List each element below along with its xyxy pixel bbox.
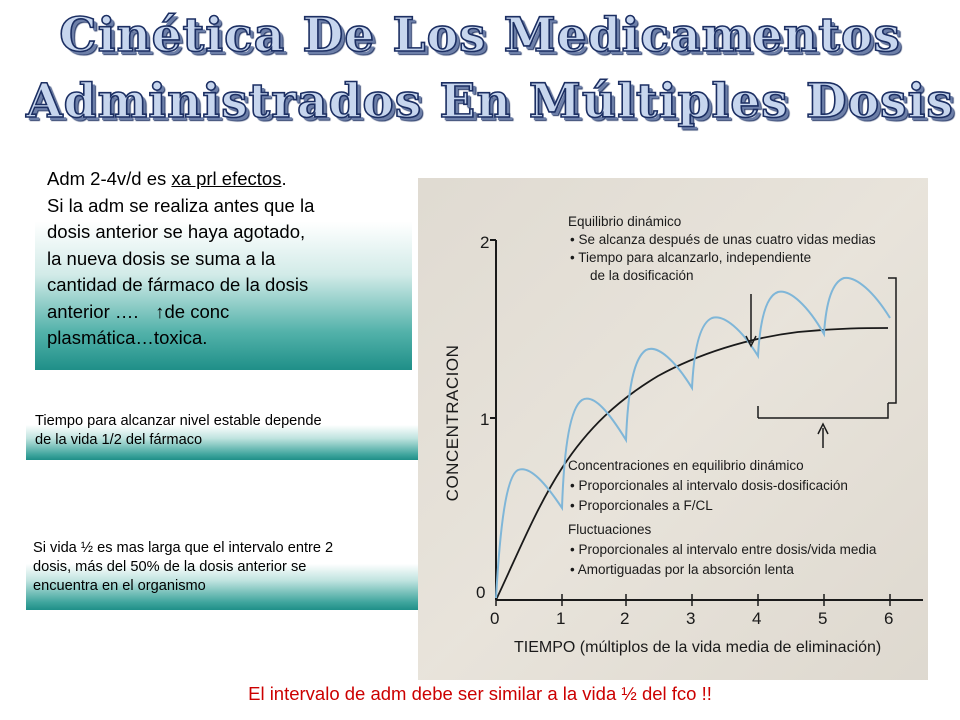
slide-title-line2: Administrados En Múltiples Dosis <box>26 74 954 129</box>
y-axis-label: CONCENTRACION <box>443 344 462 502</box>
vida-text-line: encuentra en el organismo <box>33 578 206 594</box>
fluct-title: Fluctuaciones <box>568 522 652 537</box>
fluct-bullet-1: • Proporcionales al intervalo entre dosis/vida media <box>570 542 877 557</box>
x-tick-label: 4 <box>752 609 762 628</box>
main-text-line: cantidad de fármaco de la dosis <box>47 274 309 295</box>
y-tick-label: 2 <box>480 233 490 252</box>
main-text-line: la nueva dosis se suma a la <box>47 247 276 269</box>
main-text-fragment: de conc <box>164 300 230 322</box>
tiempo-text-box <box>26 406 420 460</box>
main-text-line <box>47 299 402 326</box>
main-text-line: plasmática…toxica. <box>47 327 208 348</box>
vida-text-line: dosis, más del 50% de la dosis anterior se <box>33 559 307 575</box>
main-text-line <box>47 166 402 193</box>
vida-text-box <box>26 533 428 610</box>
pharmacokinetic-figure <box>418 178 928 680</box>
conc-bullet-1: • Proporcionales al intervalo dosis-dosificación <box>570 478 848 493</box>
slide-title-line1: Cinética De Los Medicamentos <box>59 8 901 63</box>
equilibrio-title: Equilibrio dinámico <box>568 214 682 229</box>
tiempo-text-line: de la vida 1/2 del fármaco <box>35 431 203 448</box>
vida-text-line: Si vida ½ es mas larga que el intervalo entre 2 <box>33 540 334 556</box>
footer-note: El intervalo de adm debe ser similar a la vida ½ del fco !! <box>248 683 712 704</box>
x-tick-label: 2 <box>620 609 630 628</box>
x-tick-label: 6 <box>884 609 894 628</box>
x-tick-label: 1 <box>556 609 566 628</box>
x-tick-label: 3 <box>686 609 696 628</box>
x-axis-label: TIEMPO (múltiplos de la vida media de eliminación) <box>514 639 882 656</box>
tiempo-text-line: Tiempo para alcanzar nivel estable depende <box>35 413 322 429</box>
main-text-line: Si la adm se realiza antes que la <box>47 194 315 216</box>
main-text-fragment: anterior …. <box>47 300 139 322</box>
x-tick-label: 5 <box>818 609 828 628</box>
conc-title: Concentraciones en equilibrio dinámico <box>568 458 804 473</box>
x-tick-label: 0 <box>490 609 500 628</box>
y-tick-label: 0 <box>476 583 486 602</box>
equilibrio-bullet-1: • Se alcanza después de unas cuatro vidas medias <box>570 232 876 247</box>
main-text-fragment: Adm 2-4v/d es <box>47 168 172 189</box>
main-text-box <box>35 158 412 370</box>
main-text-underlined: xa prl efectos <box>171 168 282 189</box>
equilibrio-bullet-2: • Tiempo para alcanzarlo, independiente <box>570 250 812 265</box>
equilibrio-bullet-2b: de la dosificación <box>590 268 694 283</box>
fluct-bullet-2: • Amortiguadas por la absorción lenta <box>570 562 794 577</box>
main-text-fragment: . <box>281 168 287 189</box>
conc-bullet-2: • Proporcionales a F/CL <box>570 498 713 513</box>
y-tick-label: 1 <box>480 410 490 429</box>
up-arrow-icon: ↑ <box>155 300 165 322</box>
main-text-line: dosis anterior se haya agotado, <box>47 221 306 242</box>
